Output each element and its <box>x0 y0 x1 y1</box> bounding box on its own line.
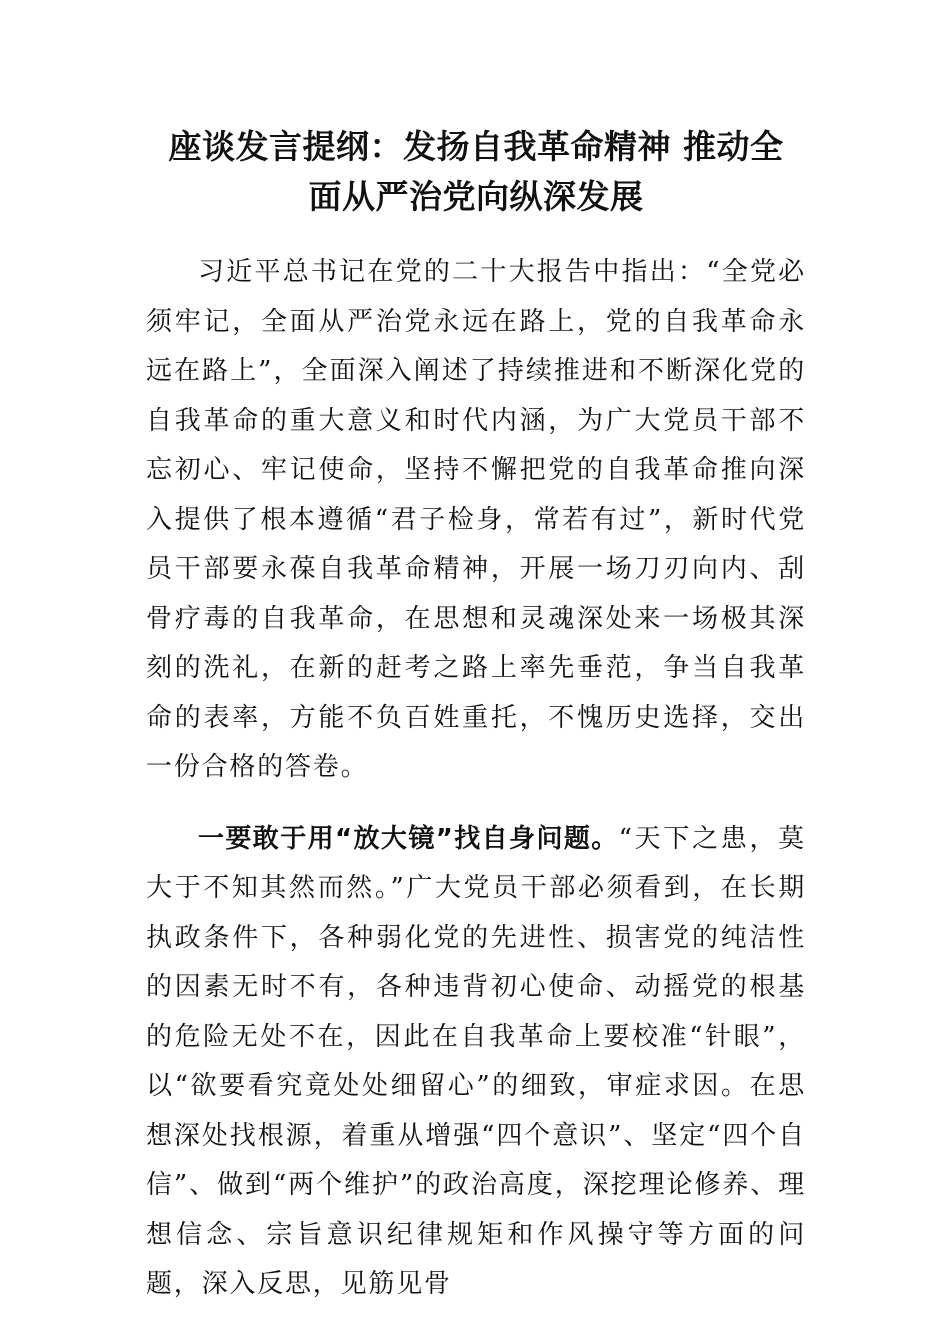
document-title <box>146 122 806 222</box>
section-one-heading: 一要敢于用“放大镜”找自身问题。 <box>198 823 619 854</box>
section-one-paragraph <box>146 815 806 1310</box>
document-page <box>146 122 806 1310</box>
intro-paragraph <box>146 248 806 793</box>
title-line-1: 座谈发言提纲：发扬自我革命精神 推动全 <box>168 127 784 166</box>
intro-paragraph-text: 习近平总书记在党的二十大报告中指出：“全党必须牢记，全面从严治党永远在路上，党的自我革命永远在路上”，全面深入阐述了持续推进和不断深化党的自我革命的重大意义和时代内涵，为广大党员干部不忘初心、牢记使命，坚持不懈把党的自我革命推向深入提供了根本遵循“君子检身，常若有过”，新时代党员干部要永葆自我革命精神，开展一场刀刃向内、刮骨疗毒的自我革命，在思想和灵魂深处来一场极其深刻的洗礼，在新的赶考之路上率先垂范，争当自我革命的表率，方能不负百姓重托，不愧历史选择，交出一份合格的答卷。 <box>146 257 806 782</box>
section-one-text: “天下之患，莫大于不知其然而然。”广大党员干部必须看到，在长期执政条件下，各种弱化党的先进性、损害党的纯洁性的因素无时不有，各种违背初心使命、动摇党的根基的危险无处不在，因此在自我革命上要校准“针眼”，以“欲要看究竟处处细留心”的细致，审症求因。在思想深处找根源，着重从增强“四个意识”、坚定“四个自信”、做到“两个维护”的政治高度，深挖理论修养、理想信念、宗旨意识纪律规矩和作风操守等方面的问题，深入反思，见筋见骨 <box>146 823 806 1299</box>
title-line-2: 面从严治党向纵深发展 <box>308 177 644 216</box>
